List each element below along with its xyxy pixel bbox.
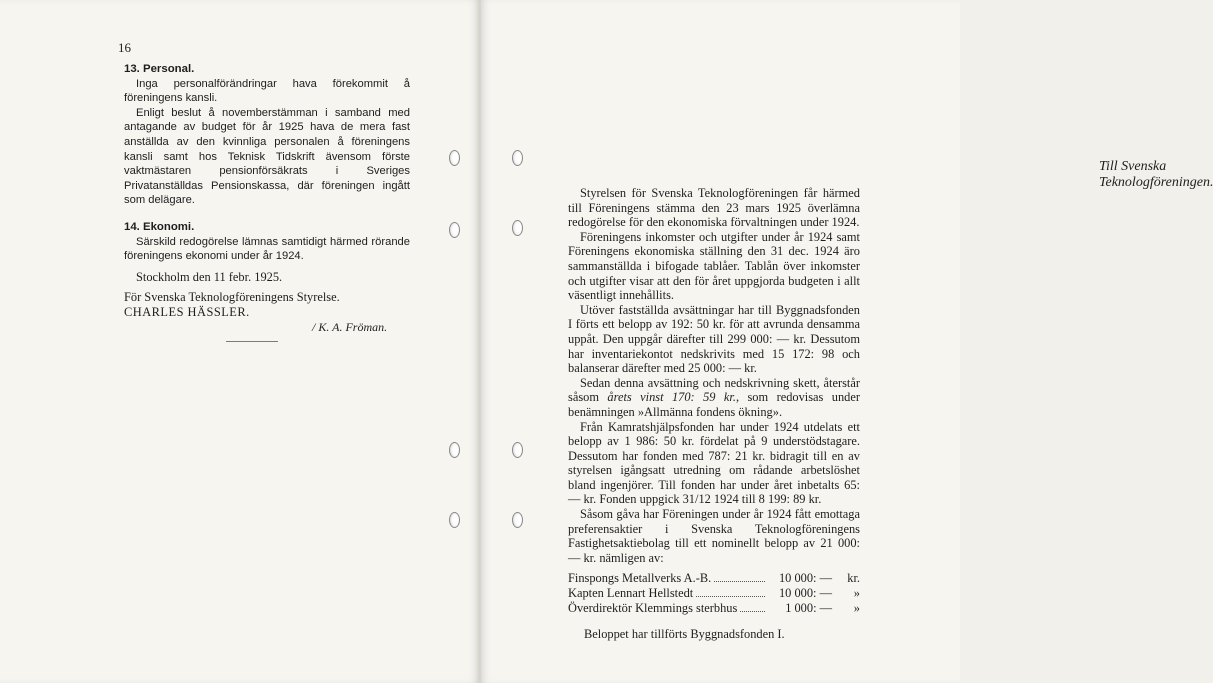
donor-unit: kr.: [847, 571, 860, 586]
donor-row: [568, 571, 860, 586]
punch-hole: [449, 150, 460, 166]
donor-amount: 10 000: —: [778, 571, 832, 586]
paragraph-ekonomi: Särskild redogörelse lämnas samtidigt härmed rörande föreningens ekonomi under år 1924.: [124, 235, 410, 263]
chairman-name: CHARLES HÄSSLER.: [124, 304, 250, 319]
letter-title: Till Svenska Teknologföreningen.: [1099, 159, 1213, 190]
donor-name: Finspongs Metallverks A.-B.: [568, 571, 712, 586]
donor-amount: 1 000: —: [785, 600, 832, 615]
paragraph-personal-1: Inga personalförändringar hava förekommit å föreningens kansli.: [124, 77, 410, 105]
left-text-column: [124, 62, 410, 336]
right-text-column: [568, 186, 860, 642]
donor-name: Kapten Lennart Hellstedt: [568, 586, 694, 601]
page-number: 16: [118, 40, 131, 55]
board-line: För Svenska Teknologföreningens Styrelse.: [124, 290, 340, 305]
paragraph-personal-2: Enligt beslut å novemberstämman i samband med antagande av budget för år 1925 hava de mera fast anställda av den kvinnliga personalen å föreningens kansli samt hos Teknisk Tidskrift ävensom förste vaktmästaren pensionförsäkrats i Sveriges Privatanställdas Pensionskassa, där föreningen ingått som delägare.: [124, 106, 410, 207]
punch-hole: [449, 222, 460, 238]
punch-hole: [512, 442, 523, 458]
donor-row: [568, 601, 860, 616]
donor-unit: »: [853, 586, 860, 601]
section-heading-ekonomi: 14. Ekonomi.: [124, 220, 195, 233]
paragraph-1: Styrelsen för Svenska Teknologföreningen får härmed till Föreningens stämma den 23 mars 1925 överlämna redogörelse för den ekonomiska förvaltningen under 1924.: [568, 186, 860, 230]
final-note: Beloppet har tillförts Byggnadsfonden I.: [584, 627, 785, 642]
donor-unit: »: [853, 600, 860, 615]
section-heading-personal: 13. Personal.: [124, 63, 195, 75]
paragraph-5: Från Kamratshjälpsfonden har under 1924 utdelats ett belopp av 1 986: 50 kr. fördelat på 9 understödstagare. Dessutom har fonden med 787: 21 kr. bidragit till en av styrelsen igångsatt utredning om rådande arbetslöshet bland ingenjörer. Till fonden har under året inbetalts 65: — kr. Fonden uppgick 31/12 1924 till 8 199: 89 kr.: [568, 419, 860, 507]
punch-hole: [512, 220, 523, 236]
divider-rule: [226, 341, 278, 342]
donor-amount: 10 000: —: [778, 586, 832, 601]
paragraph-3: Utöver fastställda avsättningar har till Byggnadsfonden I förts ett belopp av 192: 50 kr. för att avrunda densamma uppåt. Den uppgår därefter till 299 000: — kr. Dessutom har inventariekontot nedskrivits med 15 172: 98 och balanserar därefter med 25 000: — kr.: [568, 302, 860, 376]
place-date: Stockholm den 11 febr. 1925.: [136, 269, 283, 284]
punch-hole: [449, 442, 460, 458]
punch-hole: [512, 512, 523, 528]
arets-vinst-phrase: årets vinst 170: 59 kr.: [607, 390, 736, 405]
left-page: [0, 0, 479, 683]
secretary-name: / K. A. Fröman.: [312, 319, 388, 334]
paragraph-4: Sedan denna avsättning och nedskrivning skett, återstår såsom årets vinst 170: 59 kr., som redovisas under benämningen »Allmänna fondens ökning».: [568, 375, 860, 419]
donor-row: [568, 586, 860, 601]
paragraph-6: Såsom gåva har Föreningen under år 1924 fått emottaga preferensaktier i Svenska Teknologföreningens Fastighetsaktiebolag till ett nominellt belopp av 21 000: — kr. nämligen av:: [568, 507, 860, 565]
punch-hole: [512, 150, 523, 166]
punch-hole: [449, 512, 460, 528]
donor-name: Överdirektör Klemmings sterbhus: [568, 600, 738, 615]
paragraph-2: Föreningens inkomster och utgifter under år 1924 samt Föreningens ekonomiska ställning den 31 dec. 1924 äro sammanställda i bifogade tablåer. Tablån över inkomster och utgifter visar att den för året uppgjorda budgeten i allt väsentligt innehållits.: [568, 229, 860, 303]
